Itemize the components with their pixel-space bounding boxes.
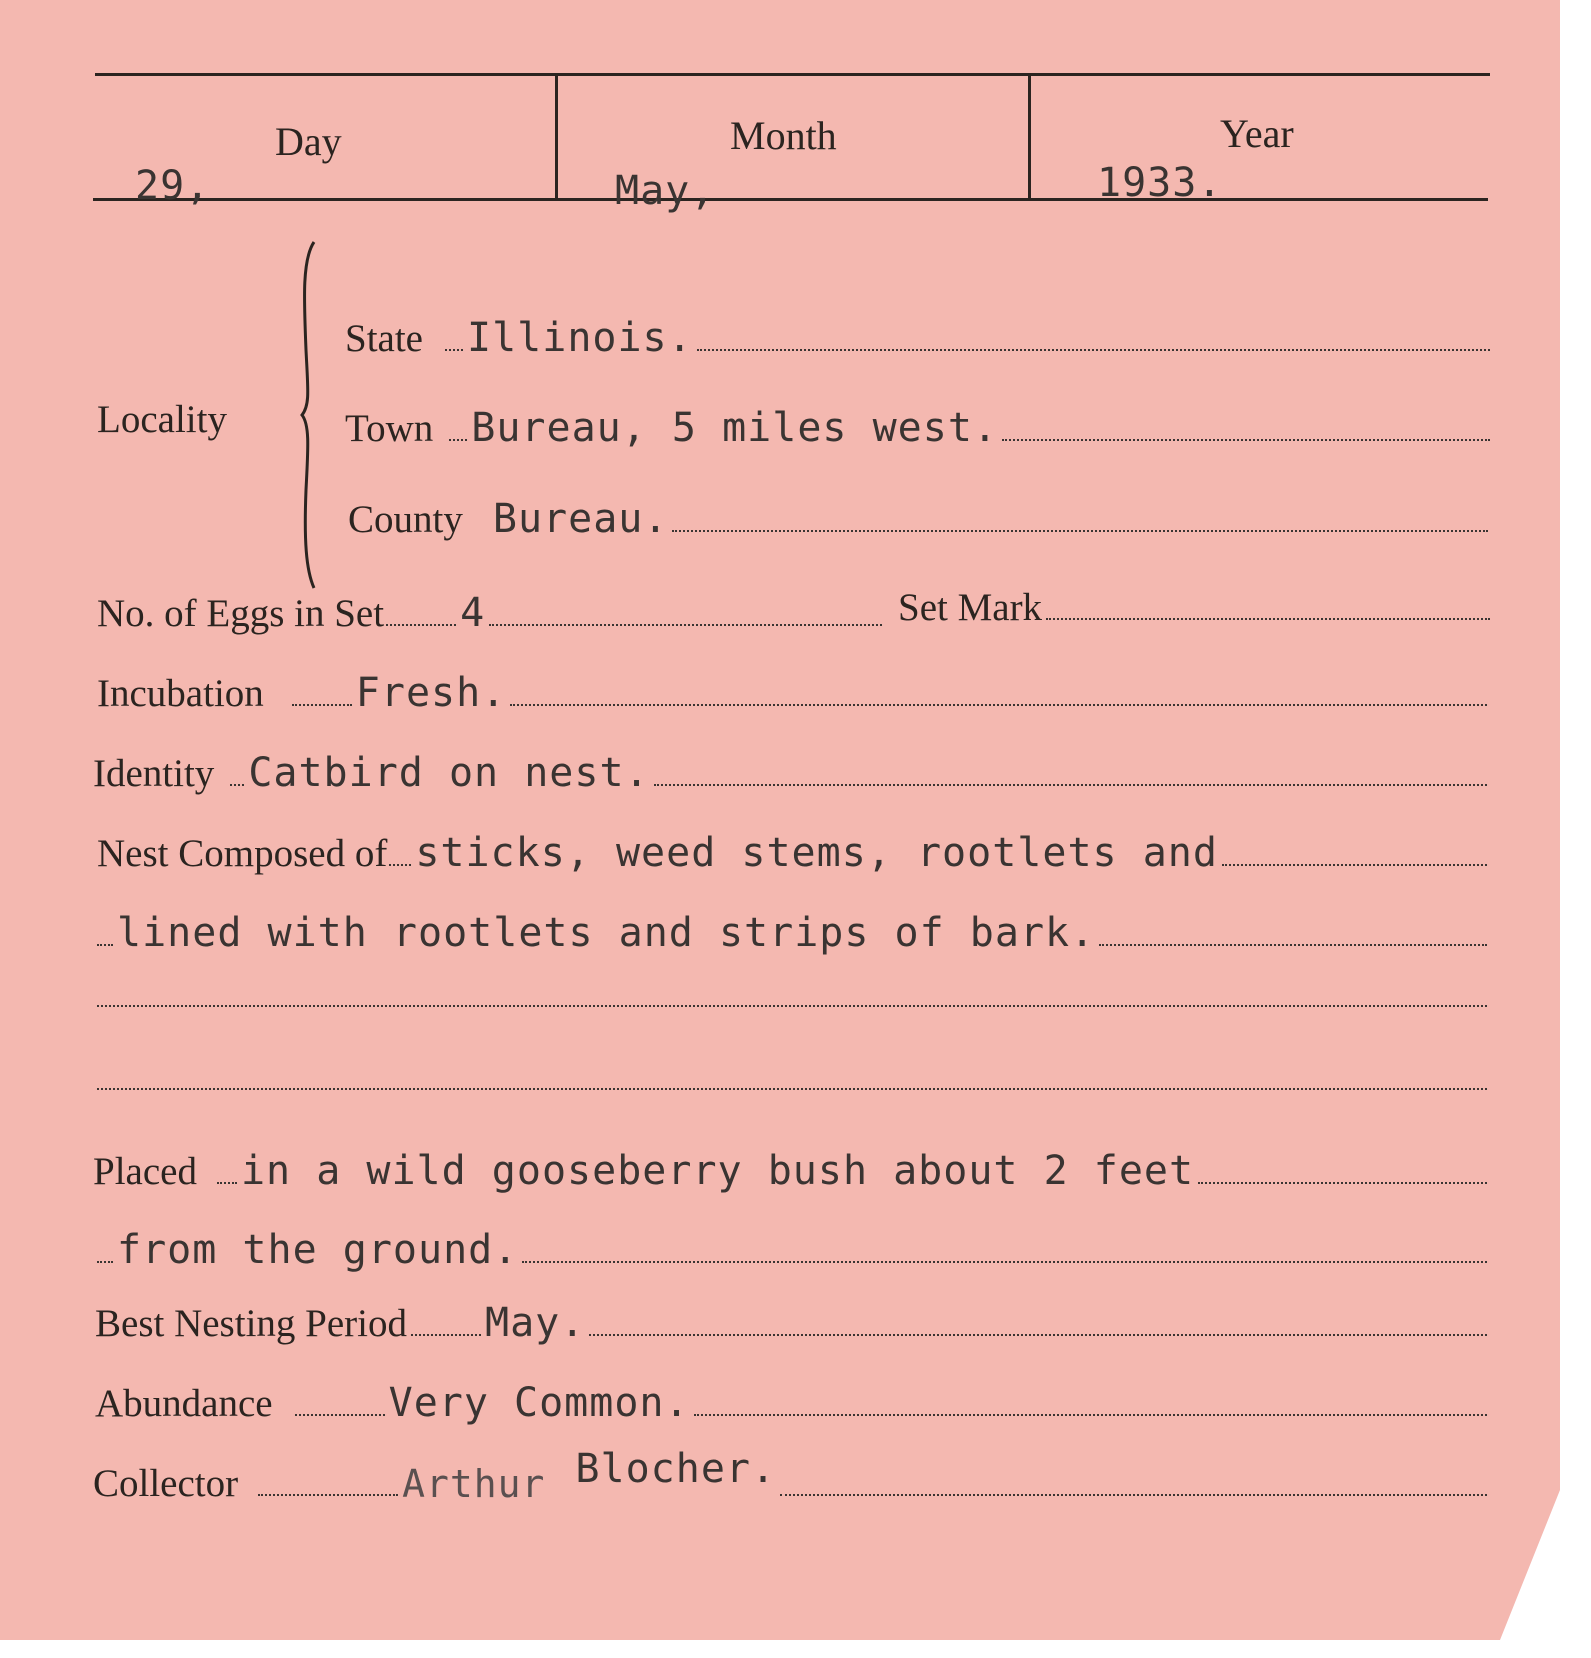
collector-typed-name: Blocher. — [575, 1446, 777, 1492]
eggs-row — [97, 590, 882, 636]
nest-blank-line-1 — [97, 1005, 1487, 1007]
set-mark-row — [898, 585, 1490, 630]
nesting-period-row — [95, 1300, 1487, 1346]
town-row — [345, 405, 1490, 451]
nest-blank-line-2 — [97, 1088, 1487, 1090]
locality-brace — [300, 240, 324, 590]
state-value: Illinois. — [466, 315, 693, 361]
set-mark-label: Set Mark — [898, 586, 1043, 629]
nest-label: Nest Composed of — [97, 832, 388, 875]
placed-label: Placed — [93, 1150, 197, 1193]
header-top-rule — [95, 73, 1490, 76]
abundance-value: Very Common. — [388, 1380, 690, 1426]
collector-label: Collector — [93, 1462, 239, 1505]
header-bottom-rule — [93, 198, 1488, 201]
placed-line-1: in a wild gooseberry bush about 2 feet — [240, 1148, 1195, 1194]
incubation-value: Fresh. — [355, 670, 507, 716]
header-divider-1 — [555, 75, 558, 200]
town-value: Bureau, 5 miles west. — [471, 405, 998, 451]
eggs-label: No. of Eggs in Set — [97, 592, 385, 635]
identity-row — [93, 750, 1487, 796]
abundance-row — [95, 1380, 1487, 1426]
nest-line-1: sticks, weed stems, rootlets and — [415, 830, 1218, 876]
header-divider-2 — [1028, 75, 1031, 200]
year-label: Year — [1220, 111, 1294, 156]
day-value: 29, — [135, 163, 211, 209]
state-label: State — [345, 317, 423, 360]
placed-row-1 — [93, 1148, 1487, 1194]
year-value: 1933. — [1097, 160, 1223, 206]
county-label: County — [348, 498, 463, 541]
identity-value: Catbird on nest. — [248, 750, 650, 796]
state-row — [345, 315, 1490, 361]
nest-line-2: lined with rootlets and strips of bark. — [117, 910, 1096, 956]
month-value: May, — [615, 168, 716, 214]
collector-row — [93, 1446, 1487, 1506]
nest-row-1 — [97, 830, 1487, 876]
day-label: Day — [275, 119, 342, 164]
month-label: Month — [730, 113, 837, 158]
placed-line-2: from the ground. — [117, 1227, 519, 1273]
incubation-row — [97, 670, 1487, 716]
county-row — [348, 496, 1488, 542]
identity-label: Identity — [93, 752, 215, 795]
nesting-period-value: May. — [484, 1300, 586, 1346]
nesting-period-label: Best Nesting Period — [95, 1302, 407, 1345]
placed-row-2 — [97, 1227, 1487, 1273]
county-value: Bureau. — [492, 496, 669, 542]
collector-printed-name: Arthur — [402, 1462, 546, 1506]
incubation-label: Incubation — [97, 672, 264, 715]
nest-row-2 — [97, 910, 1487, 956]
eggs-value: 4 — [460, 590, 486, 636]
torn-corner — [1500, 1490, 1560, 1640]
town-label: Town — [345, 407, 434, 450]
abundance-label: Abundance — [95, 1382, 273, 1425]
locality-label: Locality — [97, 398, 227, 441]
